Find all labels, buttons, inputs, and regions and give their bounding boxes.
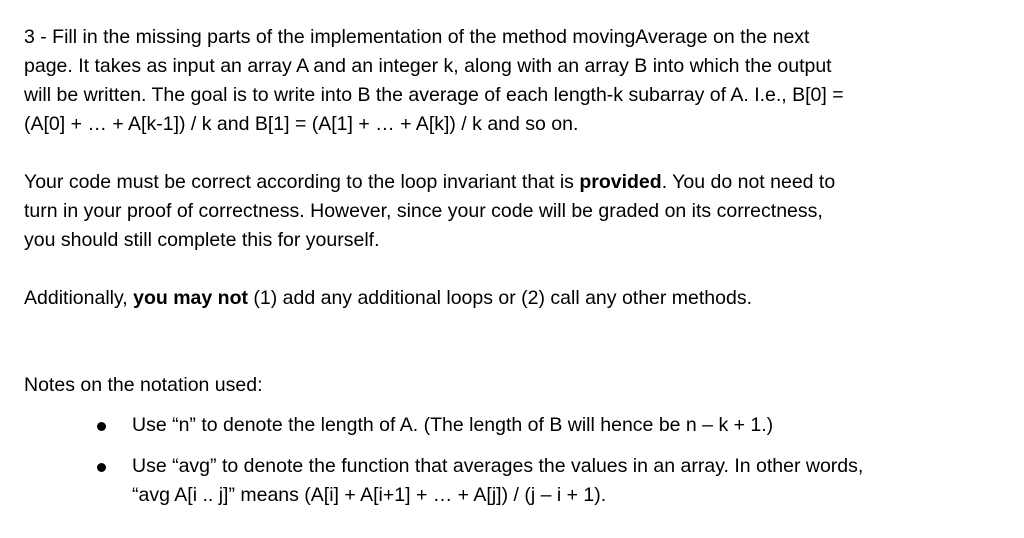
restrictions-text: (1) add any additional loops or (2) call any other methods. (247, 287, 753, 309)
list-item-line: Use “n” to denote the length of A. (The length of B will hence be n – k + 1.) (132, 414, 774, 436)
list-item-line: “avg A[i .. j]” means (A[i] + A[i+1] + … + A[j]) / (j – i + 1). (132, 484, 607, 506)
may-not-emphasis: you may not (133, 287, 248, 309)
restrictions-paragraph (24, 284, 1014, 313)
correctness-line: turn in your proof of correctness. However, since your code will be graded on its correctness, (24, 200, 823, 222)
notes-section (24, 371, 1014, 510)
intro-paragraph (24, 23, 1014, 139)
document-page (24, 23, 1014, 530)
correctness-text: . You do not need to (661, 171, 836, 193)
correctness-text: Your code must be correct according to the loop invariant that is (24, 171, 580, 193)
provided-emphasis: provided (579, 171, 662, 193)
correctness-line: you should still complete this for yourself. (24, 229, 380, 251)
correctness-paragraph (24, 168, 1014, 255)
intro-line: 3 - Fill in the missing parts of the implementation of the method movingAverage on the next (24, 26, 810, 48)
list-item (24, 411, 1014, 440)
intro-line: (A[0] + … + A[k-1]) / k and B[1] = (A[1] + … + A[k]) / k and so on. (24, 113, 579, 135)
bullet-icon (97, 463, 106, 472)
list-item-line: Use “avg” to denote the function that averages the values in an array. In other words, (132, 455, 864, 477)
bullet-icon (97, 422, 106, 431)
notes-list (24, 411, 1014, 510)
list-item (24, 452, 1014, 510)
intro-line: page. It takes as input an array A and an integer k, along with an array B into which the output (24, 55, 832, 77)
notes-heading: Notes on the notation used: (24, 374, 263, 396)
correctness-line (24, 168, 1014, 197)
restrictions-line (24, 284, 1014, 313)
intro-line: will be written. The goal is to write into B the average of each length-k subarray of A. I.e., B[0] = (24, 84, 844, 106)
restrictions-text: Additionally, (24, 287, 134, 309)
